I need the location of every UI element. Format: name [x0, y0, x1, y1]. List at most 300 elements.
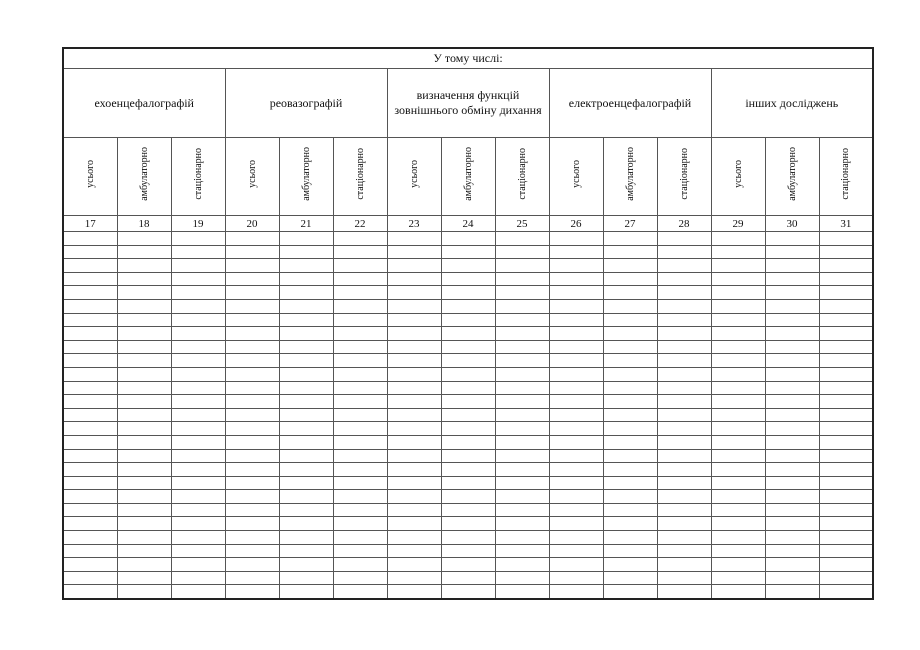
- data-cell[interactable]: [63, 313, 117, 327]
- data-cell[interactable]: [225, 571, 279, 585]
- data-cell[interactable]: [387, 408, 441, 422]
- data-cell[interactable]: [441, 367, 495, 381]
- data-cell[interactable]: [441, 449, 495, 463]
- data-cell[interactable]: [279, 259, 333, 273]
- data-cell[interactable]: [225, 476, 279, 490]
- data-cell[interactable]: [495, 327, 549, 341]
- data-cell[interactable]: [333, 367, 387, 381]
- data-cell[interactable]: [333, 259, 387, 273]
- data-cell[interactable]: [495, 585, 549, 599]
- data-cell[interactable]: [657, 395, 711, 409]
- data-cell[interactable]: [549, 571, 603, 585]
- data-cell[interactable]: [225, 395, 279, 409]
- data-cell[interactable]: [495, 490, 549, 504]
- data-cell[interactable]: [171, 340, 225, 354]
- data-cell[interactable]: [171, 544, 225, 558]
- data-cell[interactable]: [441, 503, 495, 517]
- data-cell[interactable]: [819, 585, 873, 599]
- data-cell[interactable]: [441, 313, 495, 327]
- data-cell[interactable]: [279, 381, 333, 395]
- data-cell[interactable]: [171, 367, 225, 381]
- data-cell[interactable]: [495, 381, 549, 395]
- data-cell[interactable]: [549, 422, 603, 436]
- data-cell[interactable]: [117, 286, 171, 300]
- data-cell[interactable]: [549, 503, 603, 517]
- data-cell[interactable]: [765, 571, 819, 585]
- data-cell[interactable]: [819, 463, 873, 477]
- data-cell[interactable]: [441, 354, 495, 368]
- data-cell[interactable]: [333, 517, 387, 531]
- data-cell[interactable]: [387, 286, 441, 300]
- data-cell[interactable]: [333, 449, 387, 463]
- data-cell[interactable]: [711, 531, 765, 545]
- data-cell[interactable]: [657, 272, 711, 286]
- data-cell[interactable]: [387, 245, 441, 259]
- data-cell[interactable]: [117, 232, 171, 246]
- data-cell[interactable]: [603, 272, 657, 286]
- data-cell[interactable]: [603, 259, 657, 273]
- data-cell[interactable]: [441, 476, 495, 490]
- data-cell[interactable]: [603, 531, 657, 545]
- data-cell[interactable]: [549, 517, 603, 531]
- data-cell[interactable]: [495, 558, 549, 572]
- data-cell[interactable]: [225, 232, 279, 246]
- data-cell[interactable]: [495, 340, 549, 354]
- data-cell[interactable]: [171, 245, 225, 259]
- data-cell[interactable]: [441, 435, 495, 449]
- data-cell[interactable]: [711, 490, 765, 504]
- data-cell[interactable]: [441, 517, 495, 531]
- data-cell[interactable]: [603, 585, 657, 599]
- data-cell[interactable]: [765, 395, 819, 409]
- data-cell[interactable]: [711, 558, 765, 572]
- data-cell[interactable]: [657, 490, 711, 504]
- data-cell[interactable]: [171, 299, 225, 313]
- data-cell[interactable]: [117, 367, 171, 381]
- data-cell[interactable]: [63, 517, 117, 531]
- data-cell[interactable]: [765, 313, 819, 327]
- data-cell[interactable]: [495, 354, 549, 368]
- data-cell[interactable]: [117, 272, 171, 286]
- data-cell[interactable]: [225, 327, 279, 341]
- data-cell[interactable]: [765, 286, 819, 300]
- data-cell[interactable]: [279, 544, 333, 558]
- data-cell[interactable]: [441, 558, 495, 572]
- data-cell[interactable]: [333, 327, 387, 341]
- data-cell[interactable]: [171, 435, 225, 449]
- data-cell[interactable]: [117, 463, 171, 477]
- data-cell[interactable]: [225, 503, 279, 517]
- data-cell[interactable]: [441, 286, 495, 300]
- data-cell[interactable]: [549, 544, 603, 558]
- data-cell[interactable]: [117, 571, 171, 585]
- data-cell[interactable]: [279, 395, 333, 409]
- data-cell[interactable]: [819, 544, 873, 558]
- data-cell[interactable]: [495, 395, 549, 409]
- data-cell[interactable]: [63, 449, 117, 463]
- data-cell[interactable]: [333, 245, 387, 259]
- data-cell[interactable]: [495, 299, 549, 313]
- data-cell[interactable]: [549, 286, 603, 300]
- data-cell[interactable]: [279, 531, 333, 545]
- data-cell[interactable]: [117, 340, 171, 354]
- data-cell[interactable]: [657, 340, 711, 354]
- data-cell[interactable]: [441, 340, 495, 354]
- data-cell[interactable]: [657, 354, 711, 368]
- data-cell[interactable]: [333, 313, 387, 327]
- data-cell[interactable]: [171, 354, 225, 368]
- data-cell[interactable]: [495, 531, 549, 545]
- data-cell[interactable]: [225, 367, 279, 381]
- data-cell[interactable]: [819, 340, 873, 354]
- data-cell[interactable]: [441, 463, 495, 477]
- data-cell[interactable]: [387, 449, 441, 463]
- data-cell[interactable]: [441, 381, 495, 395]
- data-cell[interactable]: [225, 463, 279, 477]
- data-cell[interactable]: [765, 327, 819, 341]
- data-cell[interactable]: [711, 571, 765, 585]
- data-cell[interactable]: [549, 585, 603, 599]
- data-cell[interactable]: [819, 313, 873, 327]
- data-cell[interactable]: [549, 449, 603, 463]
- data-cell[interactable]: [819, 531, 873, 545]
- data-cell[interactable]: [711, 286, 765, 300]
- data-cell[interactable]: [63, 490, 117, 504]
- data-cell[interactable]: [765, 531, 819, 545]
- data-cell[interactable]: [657, 313, 711, 327]
- data-cell[interactable]: [765, 245, 819, 259]
- data-cell[interactable]: [225, 245, 279, 259]
- data-cell[interactable]: [657, 449, 711, 463]
- data-cell[interactable]: [171, 313, 225, 327]
- data-cell[interactable]: [819, 517, 873, 531]
- data-cell[interactable]: [657, 422, 711, 436]
- data-cell[interactable]: [603, 422, 657, 436]
- data-cell[interactable]: [441, 585, 495, 599]
- data-cell[interactable]: [225, 435, 279, 449]
- data-cell[interactable]: [171, 531, 225, 545]
- data-cell[interactable]: [603, 571, 657, 585]
- data-cell[interactable]: [225, 585, 279, 599]
- data-cell[interactable]: [225, 558, 279, 572]
- data-cell[interactable]: [279, 422, 333, 436]
- data-cell[interactable]: [711, 313, 765, 327]
- data-cell[interactable]: [387, 435, 441, 449]
- data-cell[interactable]: [387, 232, 441, 246]
- data-cell[interactable]: [279, 517, 333, 531]
- data-cell[interactable]: [495, 286, 549, 300]
- data-cell[interactable]: [279, 435, 333, 449]
- data-cell[interactable]: [387, 367, 441, 381]
- data-cell[interactable]: [657, 367, 711, 381]
- data-cell[interactable]: [117, 245, 171, 259]
- data-cell[interactable]: [657, 381, 711, 395]
- data-cell[interactable]: [657, 232, 711, 246]
- data-cell[interactable]: [117, 585, 171, 599]
- data-cell[interactable]: [333, 490, 387, 504]
- data-cell[interactable]: [819, 435, 873, 449]
- data-cell[interactable]: [765, 272, 819, 286]
- data-cell[interactable]: [603, 544, 657, 558]
- data-cell[interactable]: [603, 449, 657, 463]
- data-cell[interactable]: [657, 245, 711, 259]
- data-cell[interactable]: [333, 299, 387, 313]
- data-cell[interactable]: [387, 340, 441, 354]
- data-cell[interactable]: [765, 367, 819, 381]
- data-cell[interactable]: [495, 544, 549, 558]
- data-cell[interactable]: [441, 327, 495, 341]
- data-cell[interactable]: [387, 490, 441, 504]
- data-cell[interactable]: [819, 571, 873, 585]
- data-cell[interactable]: [603, 327, 657, 341]
- data-cell[interactable]: [333, 395, 387, 409]
- data-cell[interactable]: [171, 571, 225, 585]
- data-cell[interactable]: [63, 272, 117, 286]
- data-cell[interactable]: [711, 232, 765, 246]
- data-cell[interactable]: [549, 272, 603, 286]
- data-cell[interactable]: [117, 558, 171, 572]
- data-cell[interactable]: [117, 517, 171, 531]
- data-cell[interactable]: [387, 463, 441, 477]
- data-cell[interactable]: [657, 531, 711, 545]
- data-cell[interactable]: [279, 245, 333, 259]
- data-cell[interactable]: [765, 354, 819, 368]
- data-cell[interactable]: [63, 544, 117, 558]
- data-cell[interactable]: [657, 517, 711, 531]
- data-cell[interactable]: [333, 503, 387, 517]
- data-cell[interactable]: [63, 571, 117, 585]
- data-cell[interactable]: [333, 544, 387, 558]
- data-cell[interactable]: [171, 408, 225, 422]
- data-cell[interactable]: [603, 435, 657, 449]
- data-cell[interactable]: [387, 354, 441, 368]
- data-cell[interactable]: [63, 340, 117, 354]
- data-cell[interactable]: [225, 340, 279, 354]
- data-cell[interactable]: [333, 463, 387, 477]
- data-cell[interactable]: [117, 299, 171, 313]
- data-cell[interactable]: [387, 422, 441, 436]
- data-cell[interactable]: [765, 476, 819, 490]
- data-cell[interactable]: [63, 286, 117, 300]
- data-cell[interactable]: [549, 354, 603, 368]
- data-cell[interactable]: [549, 381, 603, 395]
- data-cell[interactable]: [603, 395, 657, 409]
- data-cell[interactable]: [603, 381, 657, 395]
- data-cell[interactable]: [387, 259, 441, 273]
- data-cell[interactable]: [225, 272, 279, 286]
- data-cell[interactable]: [225, 517, 279, 531]
- data-cell[interactable]: [225, 299, 279, 313]
- data-cell[interactable]: [549, 259, 603, 273]
- data-cell[interactable]: [279, 449, 333, 463]
- data-cell[interactable]: [387, 381, 441, 395]
- data-cell[interactable]: [549, 232, 603, 246]
- data-cell[interactable]: [279, 340, 333, 354]
- data-cell[interactable]: [819, 286, 873, 300]
- data-cell[interactable]: [279, 313, 333, 327]
- data-cell[interactable]: [441, 395, 495, 409]
- data-cell[interactable]: [63, 245, 117, 259]
- data-cell[interactable]: [171, 558, 225, 572]
- data-cell[interactable]: [387, 558, 441, 572]
- data-cell[interactable]: [495, 571, 549, 585]
- data-cell[interactable]: [117, 381, 171, 395]
- data-cell[interactable]: [603, 232, 657, 246]
- data-cell[interactable]: [603, 503, 657, 517]
- data-cell[interactable]: [171, 449, 225, 463]
- data-cell[interactable]: [333, 558, 387, 572]
- data-cell[interactable]: [603, 408, 657, 422]
- data-cell[interactable]: [171, 259, 225, 273]
- data-cell[interactable]: [711, 327, 765, 341]
- data-cell[interactable]: [711, 272, 765, 286]
- data-cell[interactable]: [387, 299, 441, 313]
- data-cell[interactable]: [225, 531, 279, 545]
- data-cell[interactable]: [333, 476, 387, 490]
- data-cell[interactable]: [225, 313, 279, 327]
- data-cell[interactable]: [549, 340, 603, 354]
- data-cell[interactable]: [387, 585, 441, 599]
- data-cell[interactable]: [765, 232, 819, 246]
- data-cell[interactable]: [819, 476, 873, 490]
- data-cell[interactable]: [819, 259, 873, 273]
- data-cell[interactable]: [387, 476, 441, 490]
- data-cell[interactable]: [279, 354, 333, 368]
- data-cell[interactable]: [333, 422, 387, 436]
- data-cell[interactable]: [279, 571, 333, 585]
- data-cell[interactable]: [819, 395, 873, 409]
- data-cell[interactable]: [549, 327, 603, 341]
- data-cell[interactable]: [495, 245, 549, 259]
- data-cell[interactable]: [495, 503, 549, 517]
- data-cell[interactable]: [603, 245, 657, 259]
- data-cell[interactable]: [495, 435, 549, 449]
- data-cell[interactable]: [711, 544, 765, 558]
- data-cell[interactable]: [225, 449, 279, 463]
- data-cell[interactable]: [819, 449, 873, 463]
- data-cell[interactable]: [603, 286, 657, 300]
- data-cell[interactable]: [765, 517, 819, 531]
- data-cell[interactable]: [441, 544, 495, 558]
- data-cell[interactable]: [549, 367, 603, 381]
- data-cell[interactable]: [63, 259, 117, 273]
- data-cell[interactable]: [819, 490, 873, 504]
- data-cell[interactable]: [657, 544, 711, 558]
- data-cell[interactable]: [279, 367, 333, 381]
- data-cell[interactable]: [171, 286, 225, 300]
- data-cell[interactable]: [117, 408, 171, 422]
- data-cell[interactable]: [819, 558, 873, 572]
- data-cell[interactable]: [441, 490, 495, 504]
- data-cell[interactable]: [63, 381, 117, 395]
- data-cell[interactable]: [333, 232, 387, 246]
- data-cell[interactable]: [765, 299, 819, 313]
- data-cell[interactable]: [603, 340, 657, 354]
- data-cell[interactable]: [711, 517, 765, 531]
- data-cell[interactable]: [819, 354, 873, 368]
- data-cell[interactable]: [117, 313, 171, 327]
- data-cell[interactable]: [63, 408, 117, 422]
- data-cell[interactable]: [279, 286, 333, 300]
- data-cell[interactable]: [549, 313, 603, 327]
- data-cell[interactable]: [495, 449, 549, 463]
- data-cell[interactable]: [117, 327, 171, 341]
- data-cell[interactable]: [441, 245, 495, 259]
- data-cell[interactable]: [333, 286, 387, 300]
- data-cell[interactable]: [441, 571, 495, 585]
- data-cell[interactable]: [765, 435, 819, 449]
- data-cell[interactable]: [333, 408, 387, 422]
- data-cell[interactable]: [711, 449, 765, 463]
- data-cell[interactable]: [711, 381, 765, 395]
- data-cell[interactable]: [441, 422, 495, 436]
- data-cell[interactable]: [495, 463, 549, 477]
- data-cell[interactable]: [171, 476, 225, 490]
- data-cell[interactable]: [171, 517, 225, 531]
- data-cell[interactable]: [63, 354, 117, 368]
- data-cell[interactable]: [441, 232, 495, 246]
- data-cell[interactable]: [549, 299, 603, 313]
- data-cell[interactable]: [63, 367, 117, 381]
- data-cell[interactable]: [495, 476, 549, 490]
- data-cell[interactable]: [603, 299, 657, 313]
- data-cell[interactable]: [657, 585, 711, 599]
- data-cell[interactable]: [765, 544, 819, 558]
- data-cell[interactable]: [333, 381, 387, 395]
- data-cell[interactable]: [171, 463, 225, 477]
- data-cell[interactable]: [603, 313, 657, 327]
- data-cell[interactable]: [657, 571, 711, 585]
- data-cell[interactable]: [765, 259, 819, 273]
- data-cell[interactable]: [63, 585, 117, 599]
- data-cell[interactable]: [549, 245, 603, 259]
- data-cell[interactable]: [279, 476, 333, 490]
- data-cell[interactable]: [495, 517, 549, 531]
- data-cell[interactable]: [603, 354, 657, 368]
- data-cell[interactable]: [819, 381, 873, 395]
- data-cell[interactable]: [225, 408, 279, 422]
- data-cell[interactable]: [387, 313, 441, 327]
- data-cell[interactable]: [387, 272, 441, 286]
- data-cell[interactable]: [549, 395, 603, 409]
- data-cell[interactable]: [333, 531, 387, 545]
- data-cell[interactable]: [117, 259, 171, 273]
- data-cell[interactable]: [225, 490, 279, 504]
- data-cell[interactable]: [441, 531, 495, 545]
- data-cell[interactable]: [819, 408, 873, 422]
- data-cell[interactable]: [279, 585, 333, 599]
- data-cell[interactable]: [225, 381, 279, 395]
- data-cell[interactable]: [657, 463, 711, 477]
- data-cell[interactable]: [711, 340, 765, 354]
- data-cell[interactable]: [819, 327, 873, 341]
- data-cell[interactable]: [387, 531, 441, 545]
- data-cell[interactable]: [225, 354, 279, 368]
- data-cell[interactable]: [819, 299, 873, 313]
- data-cell[interactable]: [819, 232, 873, 246]
- data-cell[interactable]: [171, 381, 225, 395]
- data-cell[interactable]: [279, 503, 333, 517]
- data-cell[interactable]: [117, 544, 171, 558]
- data-cell[interactable]: [495, 422, 549, 436]
- data-cell[interactable]: [333, 435, 387, 449]
- data-cell[interactable]: [171, 327, 225, 341]
- data-cell[interactable]: [765, 408, 819, 422]
- data-cell[interactable]: [657, 408, 711, 422]
- data-cell[interactable]: [171, 585, 225, 599]
- data-cell[interactable]: [765, 463, 819, 477]
- data-cell[interactable]: [495, 313, 549, 327]
